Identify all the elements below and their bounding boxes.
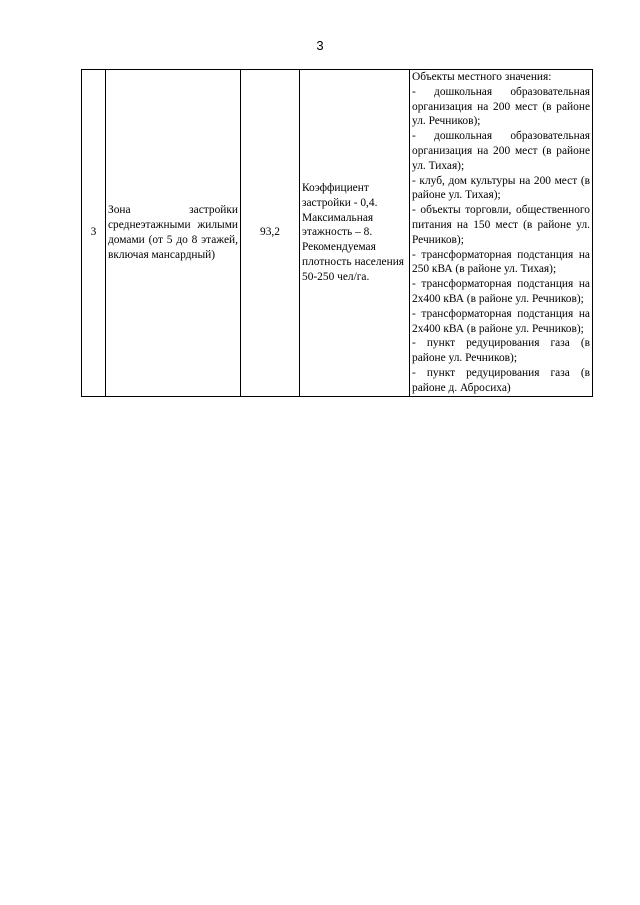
local-object-item: - объекты торговли, общественного питания на 150 мест (в районе ул. Речников);	[412, 204, 590, 246]
table-row	[82, 70, 593, 397]
local-object-item: - трансформаторная подстанция на 2х400 кВА (в районе ул. Речников);	[412, 307, 590, 335]
zones-table	[81, 69, 593, 397]
zone-name-cell: Зона застройки среднеэтажными жилыми домами (от 5 до 8 этажей, включая мансардный)	[106, 70, 241, 397]
local-object-item: - трансформаторная подстанция на 250 кВА (в районе ул. Тихая);	[412, 248, 590, 276]
local-objects-cell	[410, 70, 593, 397]
local-objects-title: Объекты местного значения:	[412, 71, 552, 83]
parameter-max-floors: Максимальная этажность – 8.	[302, 211, 374, 239]
local-object-item: - трансформаторная подстанция на 2х400 кВА (в районе ул. Речников);	[412, 278, 590, 305]
area-cell: 93,2	[241, 70, 300, 397]
local-object-item: - дошкольная образовательная организация на 200 мест (в районе ул. Речников);	[412, 85, 590, 128]
parameter-building-ratio: Коэффициент застройки - 0,4.	[302, 181, 378, 209]
local-object-item: - пункт редуцирования газа (в районе д. Абросиха)	[412, 366, 590, 394]
local-object-item: - дошкольная образовательная организация на 200 мест (в районе ул. Тихая);	[412, 130, 590, 172]
local-object-item: - пункт редуцирования газа (в районе ул. Речников);	[412, 337, 590, 365]
parameters-cell	[300, 70, 410, 397]
row-number-cell: 3	[82, 70, 106, 397]
local-object-item: - клуб, дом культуры на 200 мест (в районе ул. Тихая);	[412, 174, 590, 202]
parameter-density: Рекомендуемая плотность населения 50-250 чел/га.	[302, 241, 405, 283]
page-number: 3	[316, 38, 324, 53]
